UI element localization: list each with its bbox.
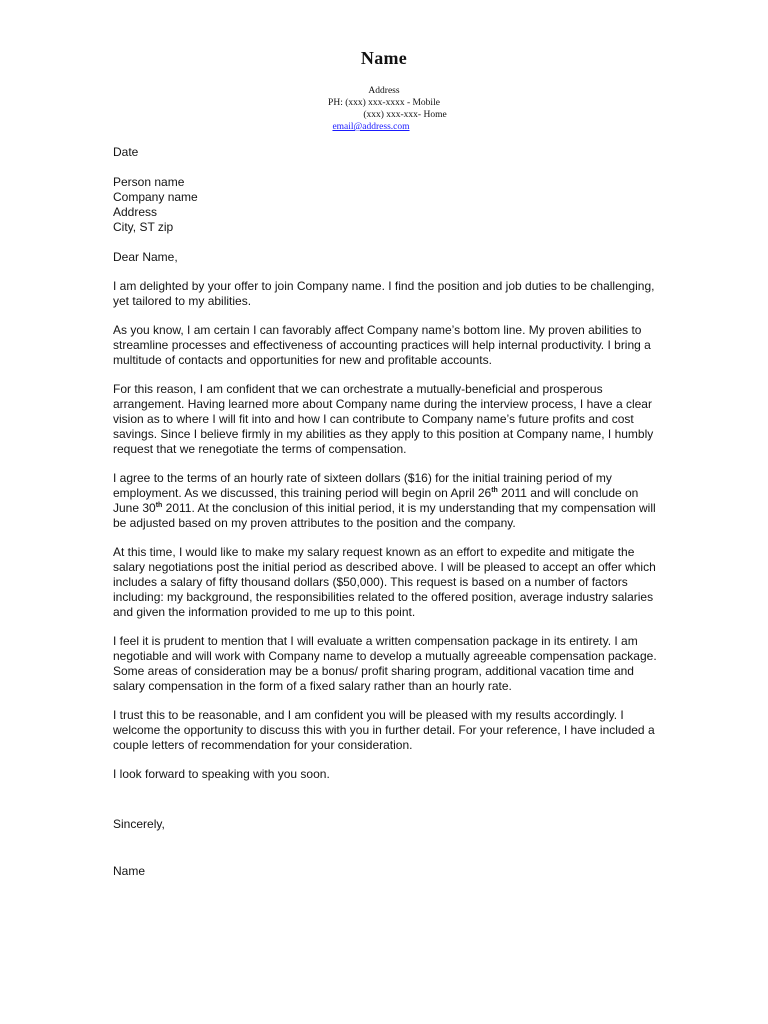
paragraph-line: I look forward to speaking with you soon. (113, 767, 330, 781)
line-text: employment. As we discussed, this training period will begin on April 26 (113, 486, 492, 500)
paragraph-line: I feel it is prudent to mention that I will evaluate a written compensation package in its entirety. I am (113, 634, 638, 648)
paragraph-line: vision as to where I will fit into and how I can contribute to Company name’s future profits and cost (113, 412, 634, 426)
paragraph-line: salary negotiations post the initial period as described above. I will be pleased to accept an offer which (113, 560, 656, 574)
recipient-address: Address (113, 205, 158, 219)
paragraph-line: I trust this to be reasonable, and I am confident you will be pleased with my results accordingly. I (113, 708, 624, 722)
paragraph-7 (113, 708, 683, 753)
paragraph-line: For this reason, I am confident that we can orchestrate a mutually-beneficial and prosperous (113, 382, 603, 396)
paragraph-line: I am delighted by your offer to join Company name. I find the position and job duties to be challenging, (113, 279, 655, 293)
ordinal-suffix: th (155, 502, 163, 509)
paragraph-5 (113, 545, 683, 620)
recipient-company: Company name (113, 190, 198, 204)
sender-name-heading: Name (360, 48, 408, 68)
line-text: 2011 and will conclude on (497, 486, 639, 500)
paragraph-line: including: my background, the responsibilities related to the offered position, average industry salaries (113, 590, 654, 604)
recipient-city: City, ST zip (113, 220, 174, 234)
paragraph-line: At this time, I would like to make my salary request known as an effort to expedite and mitigate the (113, 545, 635, 559)
line-text: 2011. At the conclusion of this initial period, it is my understanding that my compensation will (162, 501, 656, 515)
paragraph-line (113, 486, 683, 501)
paragraph-line: Some areas of consideration may be a bonus/ profit sharing program, additional vacation time and (113, 664, 634, 678)
paragraph-line: welcome the opportunity to discuss this with you in further detail. For your reference, I have included a (113, 723, 655, 737)
paragraph-1 (113, 279, 683, 309)
line-text: June 30 (113, 501, 156, 515)
paragraph-3 (113, 382, 683, 457)
paragraph-line: couple letters of recommendation for your consideration. (113, 738, 413, 752)
signature-name: Name (113, 864, 146, 878)
ordinal-suffix: th (491, 487, 498, 494)
sender-email-line (0, 121, 755, 133)
paragraph-line: As you know, I am certain I can favorably affect Company name’s bottom line. My proven abilities to (113, 323, 642, 337)
letter-date: Date (113, 145, 139, 159)
paragraph-line: savings. Since I believe firmly in my abilities as they apply to this position at Company name, I humbly (113, 427, 654, 441)
paragraph-8 (113, 767, 683, 782)
paragraph-line: arrangement. Having learned more about Company name during the interview process, I have a clear (113, 397, 652, 411)
paragraph-6 (113, 634, 683, 694)
paragraph-line: salary compensation in the form of a fixed salary rather than an hourly rate. (113, 679, 512, 693)
paragraph-line: includes a salary of fifty thousand dollars ($50,000). This request is based on a number of factors (113, 575, 628, 589)
sender-phone-mobile: PH: (xxx) xxx-xxxx - Mobile (328, 98, 440, 108)
paragraph-line: yet tailored to my abilities. (113, 294, 252, 308)
paragraph-line: multitude of contacts and opportunities for new and profitable accounts. (113, 353, 492, 367)
paragraph-2 (113, 323, 683, 368)
paragraph-line: request that we renegotiate the terms of compensation. (113, 442, 407, 456)
sender-email-link[interactable]: email@address.com (332, 122, 410, 132)
paragraph-line: streamline processes and effectiveness of accounting practices will help internal productivity. I bring a (113, 338, 651, 352)
recipient-person: Person name (113, 175, 185, 189)
sender-phone-home: (xxx) xxx-xxx- Home (363, 110, 447, 120)
recipient-block (113, 175, 683, 235)
paragraph-line (113, 501, 683, 516)
paragraph-line: negotiable and will work with Company name to develop a mutually agreeable compensation package. (113, 649, 657, 663)
sender-address: Address (368, 86, 400, 96)
paragraph-4 (113, 471, 683, 531)
paragraph-line: I agree to the terms of an hourly rate of sixteen dollars ($16) for the initial training period of my (113, 471, 612, 485)
closing: Sincerely, (113, 817, 165, 831)
salutation: Dear Name, (113, 250, 178, 264)
paragraph-line: and given the information provided to me up to this point. (113, 605, 416, 619)
paragraph-line: be adjusted based on my proven attributes to the position and the company. (113, 516, 516, 530)
letter-body (113, 279, 683, 796)
